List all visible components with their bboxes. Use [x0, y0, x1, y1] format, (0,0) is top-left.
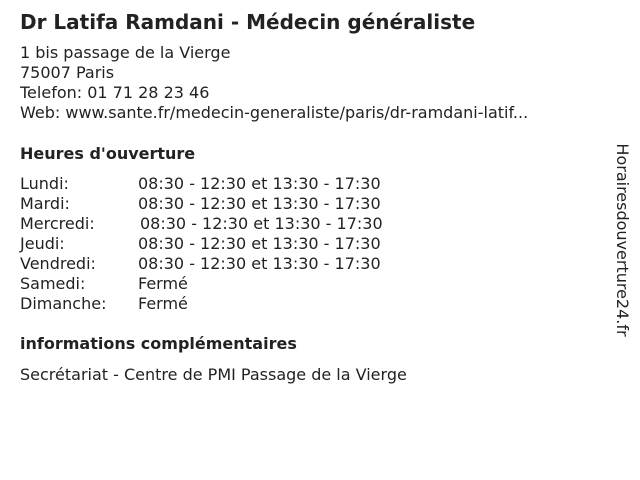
hours-row-friday — [20, 254, 440, 274]
day-label: Mercredi: — [20, 214, 95, 233]
address-street: 1 bis passage de la Vierge — [20, 43, 231, 62]
hours-row-wednesday — [20, 214, 440, 234]
day-hours: Fermé — [138, 274, 188, 293]
day-hours: 08:30 - 12:30 et 13:30 - 17:30 — [138, 254, 381, 273]
site-watermark: Horairesdouverture24.fr — [613, 143, 632, 337]
additional-info-heading: informations complémentaires — [20, 334, 297, 353]
page-title: Dr Latifa Ramdani - Médecin généraliste — [20, 10, 476, 34]
day-hours: 08:30 - 12:30 et 13:30 - 17:30 — [138, 174, 381, 193]
day-hours: 08:30 - 12:30 et 13:30 - 17:30 — [140, 214, 383, 233]
day-label: Vendredi: — [20, 254, 96, 273]
day-hours: 08:30 - 12:30 et 13:30 - 17:30 — [138, 194, 381, 213]
day-label: Lundi: — [20, 174, 69, 193]
additional-info-text: Secrétariat - Centre de PMI Passage de la Vierge — [20, 365, 407, 384]
day-label: Jeudi: — [20, 234, 65, 253]
day-label: Samedi: — [20, 274, 86, 293]
hours-row-tuesday — [20, 194, 440, 214]
day-label: Mardi: — [20, 194, 70, 213]
hours-row-thursday — [20, 234, 440, 254]
address-city: 75007 Paris — [20, 63, 115, 82]
day-hours: Fermé — [138, 294, 188, 313]
day-hours: 08:30 - 12:30 et 13:30 - 17:30 — [138, 234, 381, 253]
hours-row-saturday — [20, 274, 440, 294]
phone-number: Telefon: 01 71 28 23 46 — [20, 83, 210, 102]
day-label: Dimanche: — [20, 294, 107, 313]
hours-row-monday — [20, 174, 440, 194]
website-link[interactable]: Web: www.sante.fr/medecin-generaliste/paris/dr-ramdani-latif... — [20, 103, 529, 122]
hours-row-sunday — [20, 294, 440, 314]
opening-hours-heading: Heures d'ouverture — [20, 144, 196, 163]
